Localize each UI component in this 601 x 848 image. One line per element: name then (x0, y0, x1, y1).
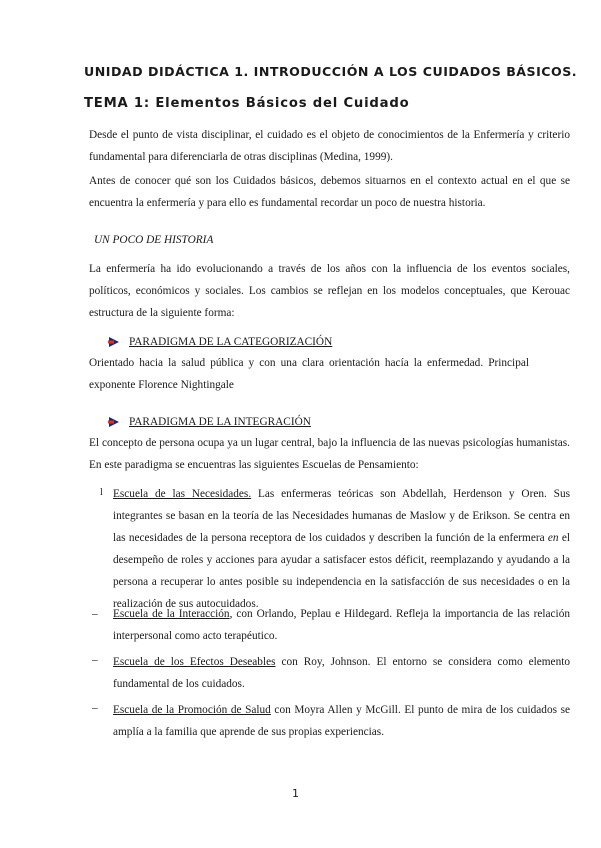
school-name: Escuela de la Interacción (113, 608, 230, 620)
school-item-interaccion (113, 603, 570, 647)
school-item-promocion (113, 699, 570, 743)
school-description: , con Orlando, Peplau e Hildegard. Refleja la importancia de las relación interpersonal como acto terapéutico. (113, 608, 570, 642)
paradigm-text-integration: El concepto de persona ocupa ya un lugar central, bajo la influencia de las nuevas psicologías humanistas. En este paradigma se encuentras las siguientes Escuelas de Pensamiento: (89, 437, 570, 471)
school-description-cont: el desempeño de roles y acciones para ayudar a satisfacer estos déficit, reemplazando y ayudando a la persona a recuperar lo antes posible su independencia en la satisfacción de sus necesidades o en la realización de sus autocuidados. (113, 532, 570, 610)
intro-paragraph-1: Desde el punto de vista disciplinar, el cuidado es el objeto de conocimientos de la Enfermería y criterio fundamental para diferenciarla de otras disciplinas (Medina, 1999). (89, 129, 570, 163)
arrow-marker-icon (108, 336, 120, 348)
paradigm-title: PARADIGMA DE LA INTEGRACIÓN (129, 416, 311, 428)
paradigm-text-categorization: Orientado hacia la salud pública y con una clara orientación hacía la enfermedad. Principal exponente Florence Nightingale (89, 357, 529, 391)
list-bullet: – (92, 608, 98, 620)
paradigm-heading-integration (108, 416, 311, 428)
list-bullet: – (92, 654, 98, 666)
history-heading: UN POCO DE HISTORIA (94, 234, 214, 246)
school-name: Escuela de los Efectos Deseables (113, 656, 276, 668)
list-bullet: l (100, 487, 103, 498)
arrow-marker-icon (108, 416, 120, 428)
school-item-efectos (113, 651, 570, 695)
unit-title: UNIDAD DIDÁCTICA 1. INTRODUCCIÓN A LOS CUIDADOS BÁSICOS. (84, 64, 578, 79)
school-description: con Moyra Allen y McGill. El punto de mira de los cuidados se amplía a la familia que aprende de sus propias experiencias. (113, 704, 570, 738)
page-number: 1 (292, 787, 299, 800)
school-description: Las enfermeras teóricas son Abdellah, Herdenson y Oren. Sus integrantes se basan en la teoría de las Necesidades humanas de Maslow y de Erikson. Se centra en las necesidades de la persona receptora de los cuidados y describen la función de la enfermera (113, 488, 570, 544)
topic-title: TEMA 1: Elementos Básicos del Cuidado (84, 96, 410, 111)
school-description-italic: en (547, 532, 559, 544)
school-name: Escuela de las Necesidades. (113, 488, 252, 500)
school-name: Escuela de la Promoción de Salud (113, 704, 271, 716)
history-paragraph: La enfermería ha ido evolucionando a través de los años con la influencia de los eventos sociales, políticos, económicos y sociales. Los cambios se reflejan en los modelos conceptuales, que Kerouac estructura de la siguiente forma: (89, 263, 570, 319)
list-bullet: – (92, 702, 98, 714)
school-item-necesidades (113, 483, 570, 615)
paradigm-heading-categorization (108, 336, 332, 348)
school-description: con Roy, Johnson. El entorno se considera como elemento fundamental de los cuidados. (113, 656, 570, 690)
intro-paragraph-2: Antes de conocer qué son los Cuidados básicos, debemos situarnos en el contexto actual en el que se encuentra la enfermería y para ello es fundamental recordar un poco de nuestra historia. (89, 175, 570, 209)
paradigm-title: PARADIGMA DE LA CATEGORIZACIÓN (129, 336, 333, 348)
